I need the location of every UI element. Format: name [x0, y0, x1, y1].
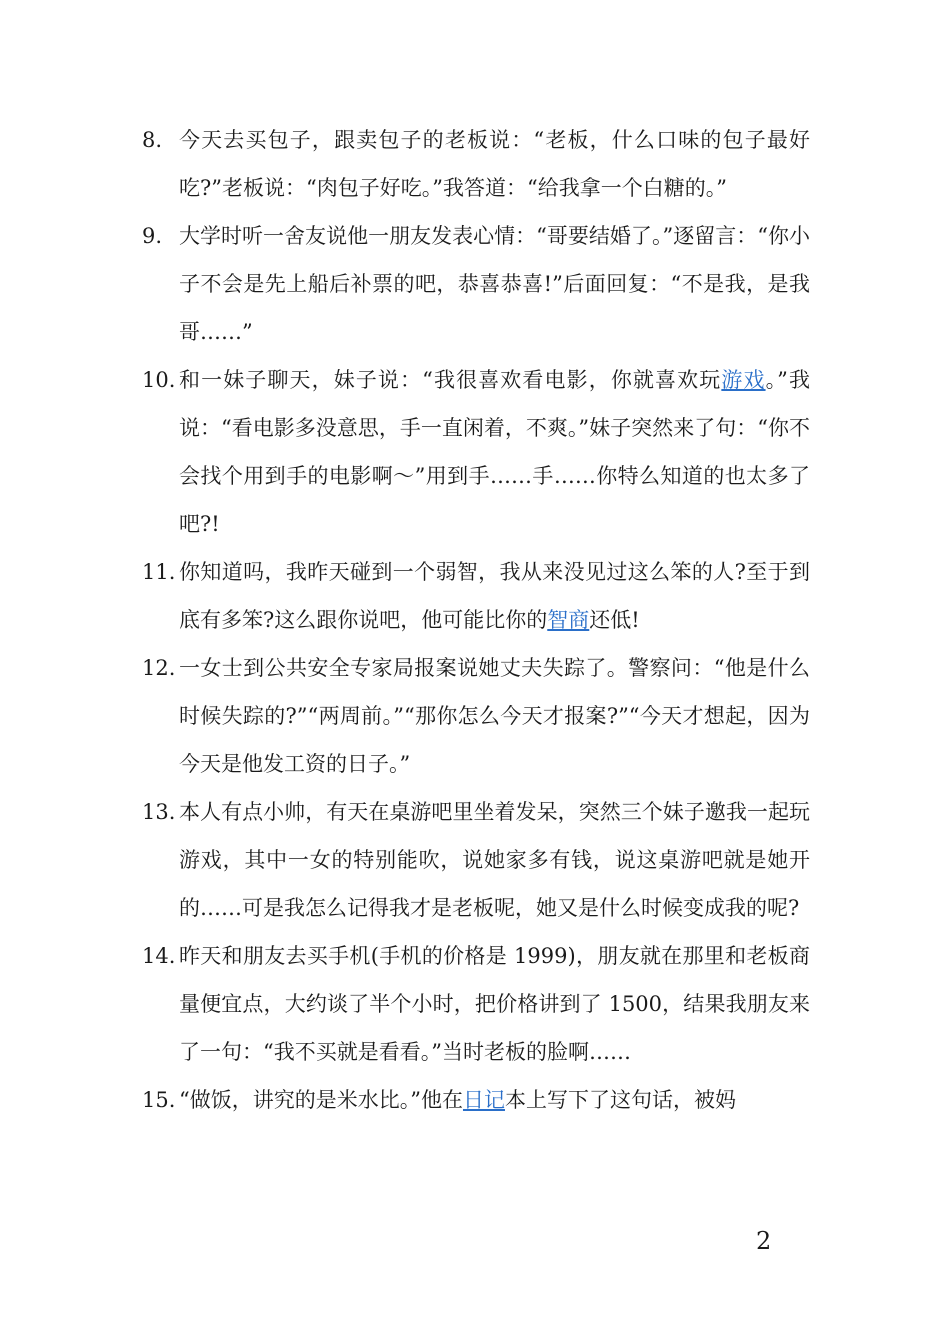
- list-item: [142, 644, 810, 788]
- item-number: 14.: [142, 944, 176, 968]
- item-number: 11.: [142, 560, 176, 584]
- item-text: 本人有点小帅，有天在桌游吧里坐着发呆，突然三个妹子邀我一起玩游戏，其中一女的特别能吹，说她家多有钱，说这桌游吧就是她开的……可是我怎么记得我才是老板呢，她又是什么时候变成我的呢?: [179, 800, 810, 920]
- item-number: 8.: [142, 128, 163, 152]
- item-text: 一女士到公共安全专家局报案说她丈夫失踪了。警察问：“他是什么时候失踪的?”“两周前。”“那你怎么今天才报案?”“今天才想起，因为今天是他发工资的日子。”: [179, 656, 810, 776]
- list-item: [142, 548, 810, 644]
- item-text: 今天去买包子，跟卖包子的老板说：“老板，什么口味的包子最好吃?”老板说：“肉包子好吃。”我答道：“给我拿一个白糖的。”: [179, 128, 810, 200]
- item-text: 你知道吗，我昨天碰到一个弱智，我从来没见过这么笨的人?至于到底有多笨?这么跟你说吧，他可能比你的智商还低!: [179, 560, 810, 632]
- diary-link[interactable]: 日记: [462, 1088, 505, 1112]
- list-item: [142, 212, 810, 356]
- joke-list: [142, 116, 810, 1124]
- page-number: 2: [756, 1227, 772, 1255]
- list-item: [142, 1076, 810, 1124]
- item-text: “做饭，讲究的是米水比。”他在日记本上写下了这句话，被妈: [179, 1088, 736, 1112]
- iq-link[interactable]: 智商: [547, 608, 590, 632]
- item-number: 9.: [142, 224, 163, 248]
- item-text: 昨天和朋友去买手机(手机的价格是 1999)，朋友就在那里和老板商量便宜点，大约谈了半个小时，把价格讲到了 1500，结果我朋友来了一句：“我不买就是看看。”当时老板的脸啊……: [179, 944, 810, 1064]
- item-text: 和一妹子聊天，妹子说：“我很喜欢看电影，你就喜欢玩游戏。”我说：“看电影多没意思，手一直闲着，不爽。”妹子突然来了句：“你不会找个用到手的电影啊～”用到手……手……你特么知道的也太多了吧?!: [179, 368, 811, 536]
- list-item: [142, 356, 810, 548]
- game-link[interactable]: 游戏: [721, 368, 766, 392]
- item-text: 大学时听一舍友说他一朋友发表心情：“哥要结婚了。”逐留言：“你小子不会是先上船后补票的吧，恭喜恭喜!”后面回复：“不是我，是我哥……”: [179, 224, 810, 344]
- list-item: [142, 788, 810, 932]
- list-item: [142, 116, 810, 212]
- item-number: 12.: [142, 656, 176, 680]
- item-number: 13.: [142, 800, 176, 824]
- list-item: [142, 932, 810, 1076]
- item-number: 10.: [142, 368, 176, 392]
- item-number: 15.: [142, 1088, 176, 1112]
